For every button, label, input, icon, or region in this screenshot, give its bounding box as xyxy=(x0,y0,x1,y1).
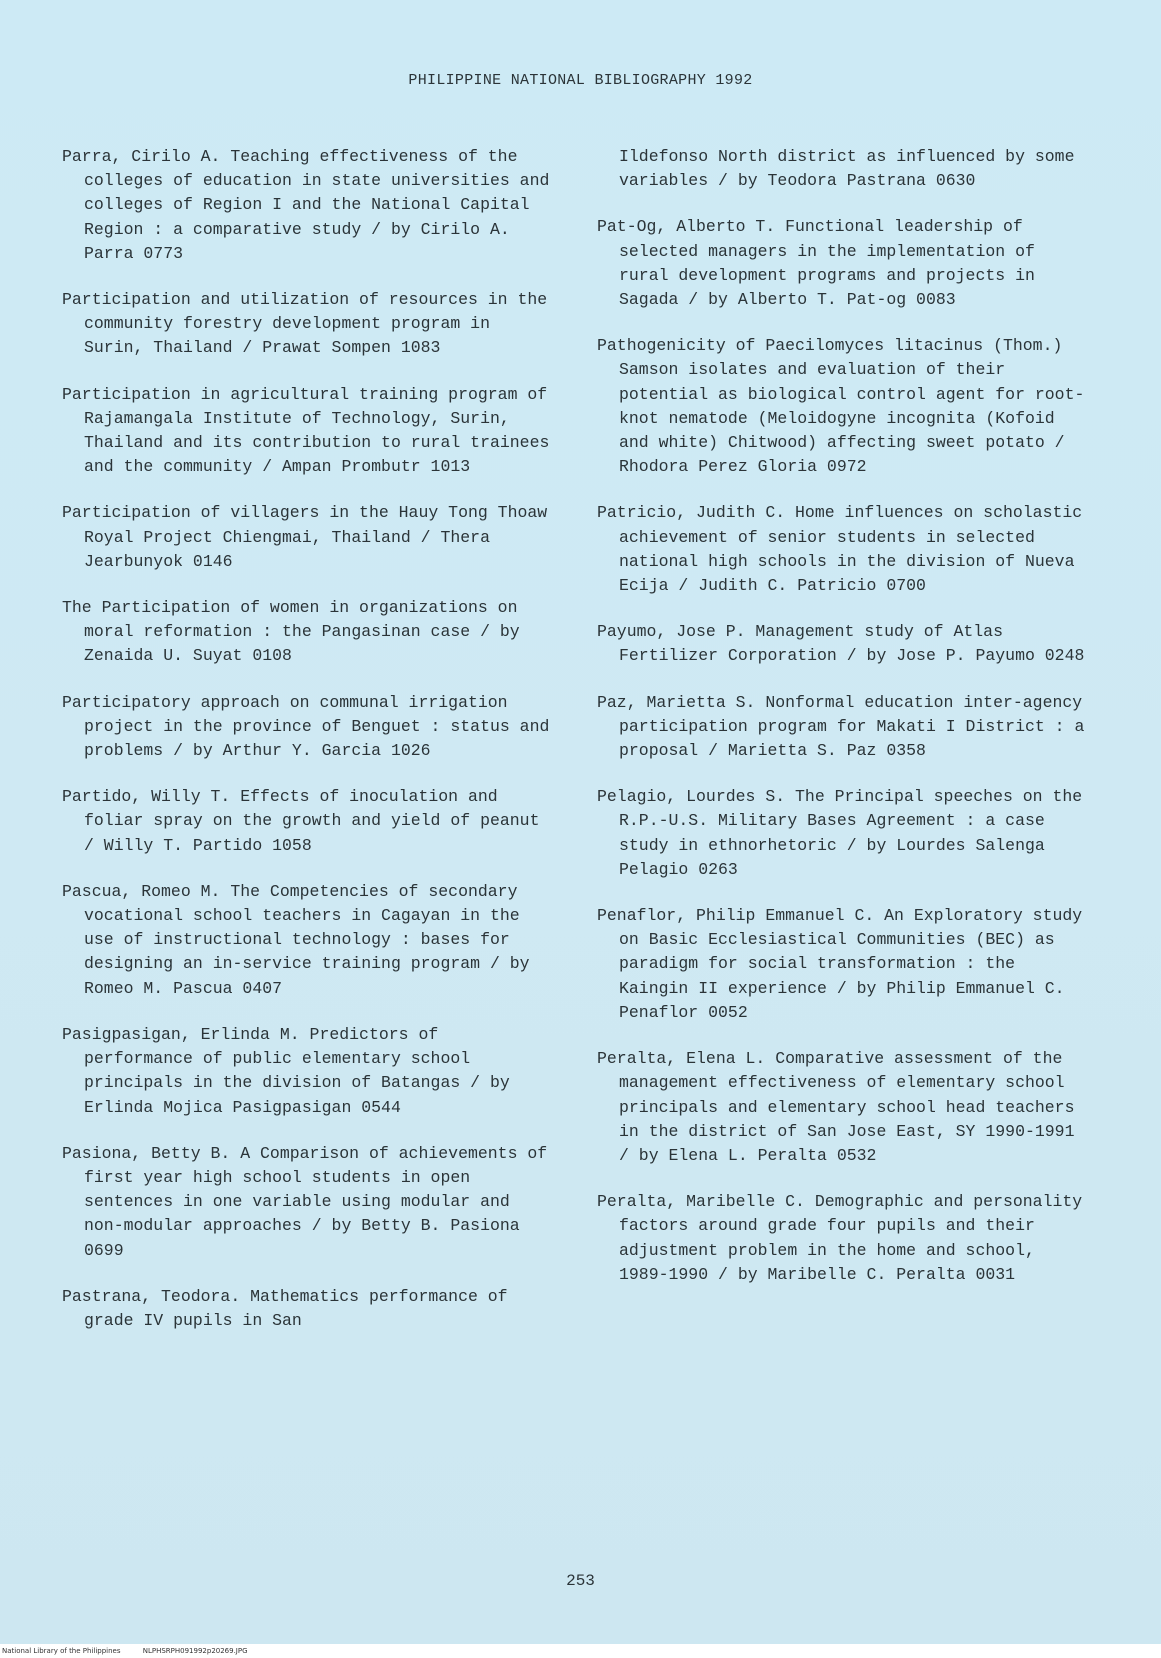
bib-entry-continuation: Ildefonso North district as influenced by some variables / by Teodora Pastrana 0630 xyxy=(619,147,1075,191)
bib-entry: Paz, Marietta S. Nonformal education inter-agency participation program for Makati I District : a proposal / Marietta S. Paz 0358 xyxy=(597,692,1085,761)
bib-entry: Pelagio, Lourdes S. The Principal speeches on the R.P.-U.S. Military Bases Agreement : a case study in ethnorhetoric / by Lourdes Salenga Pelagio 0263 xyxy=(597,787,1083,879)
page-header: PHILIPPINE NATIONAL BIBLIOGRAPHY 1992 xyxy=(408,72,753,89)
right-column xyxy=(597,145,1087,1309)
left-column xyxy=(62,145,552,1355)
bib-entry: Parra, Cirilo A. Teaching effectiveness of the colleges of education in state universities and colleges of Region I and the National Capital Region : a comparative study / by Cirilo A. Parra 0773 xyxy=(62,147,550,263)
bib-entry: Pasigpasigan, Erlinda M. Predictors of performance of public elementary school principals in the division of Batangas / by Erlinda Mojica Pasigpasigan 0544 xyxy=(62,1024,510,1117)
bib-entry: Participation in agricultural training program of Rajamangala Institute of Technology, Surin, Thailand and its contribution to rural trainees and the community / Ampan Prombutr 1013 xyxy=(62,384,550,477)
bib-entry: Peralta, Elena L. Comparative assessment of the management effectiveness of elementary school principals and elementary school head teachers in the district of San Jose East, SY 1990-1991 / by Elena L. Peralta 0532 xyxy=(597,1049,1075,1165)
scan-footer xyxy=(0,1644,1161,1658)
bib-entry: Pastrana, Teodora. Mathematics performance of grade IV pupils in San xyxy=(62,1286,508,1330)
footer-library: National Library of the Philippines xyxy=(2,1647,121,1655)
bib-entry: The Participation of women in organizations on moral reformation : the Pangasinan case / by Zenaida U. Suyat 0108 xyxy=(62,598,520,666)
bib-entry: Payumo, Jose P. Management study of Atlas Fertilizer Corporation / by Jose P. Payumo 0248 xyxy=(597,622,1085,666)
footer-file: NLPHSRPH091992p20269.JPG xyxy=(142,1647,248,1655)
bib-entry: Peralta, Maribelle C. Demographic and personality factors around grade four pupils and their adjustment problem in the home and school, 1989-1990 / by Maribelle C. Peralta 0031 xyxy=(597,1192,1083,1284)
bib-entry: Pathogenicity of Paecilomyces litacinus (Thom.) Samson isolates and evaluation of their potential as biological control agent for root-knot nematode (Meloidogyne incognita (Kofoid and white) Chitwood) affecting sweet potato / Rhodora Perez Gloria 0972 xyxy=(597,336,1085,477)
bib-entry: Partido, Willy T. Effects of inoculation and foliar spray on the growth and yield of peanut / Willy T. Partido 1058 xyxy=(62,787,540,855)
bib-entry: Pascua, Romeo M. The Competencies of secondary vocational school teachers in Cagayan in the use of instructional technology : bases for designing an in-service training program / by Romeo M. Pascua 0407 xyxy=(62,881,530,998)
page-number: 253 xyxy=(566,1572,595,1590)
bib-entry: Participation of villagers in the Hauy Tong Thoaw Royal Project Chiengmai, Thailand / Thera Jearbunyok 0146 xyxy=(62,503,548,571)
bib-entry: Pasiona, Betty B. A Comparison of achievements of first year high school students in open sentences in one variable using modular and non-modular approaches / by Betty B. Pasiona 0699 xyxy=(62,1143,548,1260)
bib-entry: Patricio, Judith C. Home influences on scholastic achievement of senior students in selected national high schools in the division of Nueva Ecija / Judith C. Patricio 0700 xyxy=(597,503,1083,596)
bib-entry: Pat-Og, Alberto T. Functional leadership of selected managers in the implementation of rural development programs and projects in Sagada / by Alberto T. Pat-og 0083 xyxy=(597,217,1035,310)
bib-entry: Participation and utilization of resources in the community forestry development program in Surin, Thailand / Prawat Sompen 1083 xyxy=(62,290,548,358)
bib-entry: Participatory approach on communal irrigation project in the province of Benguet : status and problems / by Arthur Y. Garcia 1026 xyxy=(62,692,550,761)
bib-entry: Penaflor, Philip Emmanuel C. An Exploratory study on Basic Ecclesiastical Communities (BEC) as paradigm for social transformation : the Kaingin II experience / by Philip Emmanuel C. Penaflor 0052 xyxy=(597,906,1083,1022)
